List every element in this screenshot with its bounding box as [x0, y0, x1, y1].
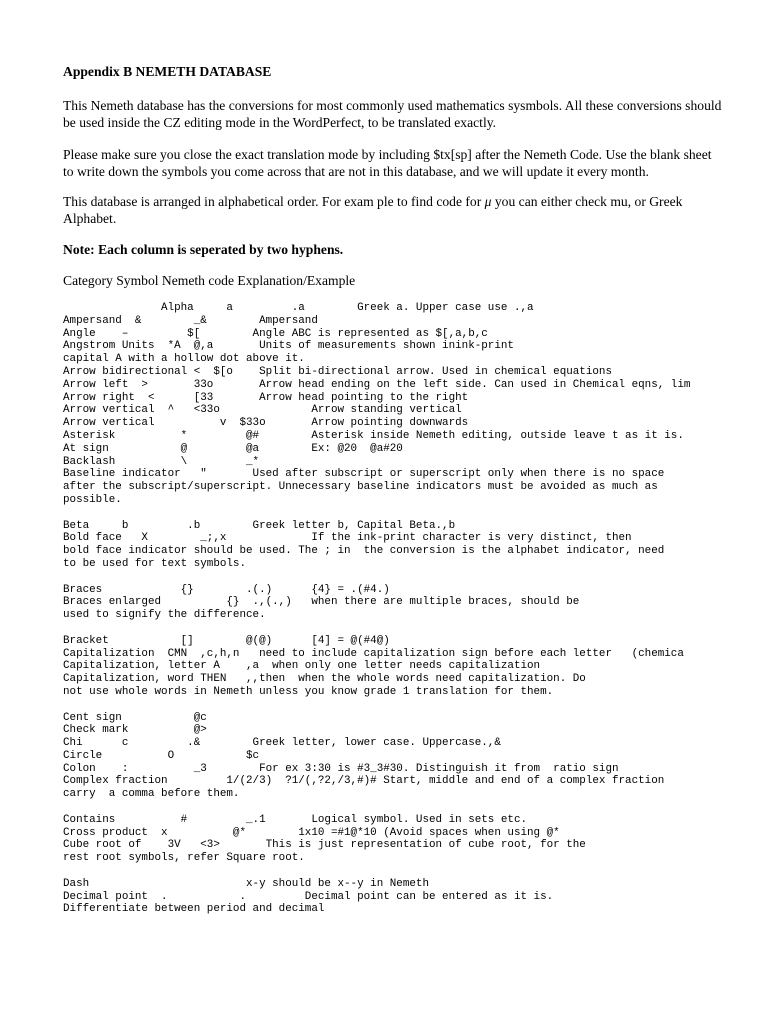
table-line: Backlash \ _* — [63, 455, 260, 468]
nemeth-table — [63, 302, 768, 916]
table-line: Colon : _3 For ex 3:30 is #3_3#30. Distinguish it from ratio sign — [63, 762, 619, 775]
table-line: not use whole words in Nemeth unless you know grade 1 translation for them. — [63, 685, 554, 698]
category-header: Category Symbol Nemeth code Explanation/Example — [63, 273, 356, 288]
table-line — [63, 865, 768, 878]
table-line: bold face indicator should be used. The ; in the conversion is the alphabet indicator, need — [63, 545, 665, 558]
ordering-text-start: This database is arranged in alphabetical order. For exam ple to find code for — [63, 194, 485, 209]
table-line: used to signify the difference. — [63, 609, 266, 622]
table-line: At sign @ @a Ex: @20 @a#20 — [63, 442, 403, 455]
instructions-paragraph: Please make sure you close the exact translation mode by including $tx[sp] after the Nemeth Code. Use the blank sheet to write down the symbols you come across that are not in this database, and we will update it every month. — [63, 147, 712, 179]
table-line — [63, 699, 768, 712]
ordering-text-end: you can either check mu, or Greek Alphabet. — [63, 194, 683, 226]
table-line: Beta b .b Greek letter b, Capital Beta.,b — [63, 519, 456, 532]
table-line: Cent sign @c — [63, 711, 207, 724]
table-line — [63, 571, 768, 584]
table-line: Bracket [] @(@) [4] = @(#4@) — [63, 634, 390, 647]
table-line: Contains # _.1 Logical symbol. Used in sets etc. — [63, 813, 528, 826]
table-line: rest root symbols, refer Square root. — [63, 852, 305, 865]
table-line: Chi c .& Greek letter, lower case. Uppercase.,& — [63, 737, 501, 750]
table-line — [63, 622, 768, 635]
table-line: Bold face X _;,x If the ink-print character is very distinct, then — [63, 532, 632, 545]
table-line: Asterisk * @# Asterisk inside Nemeth editing, outside leave t as it is. — [63, 429, 684, 442]
table-line: Arrow vertical ^ <33o Arrow standing vertical — [63, 404, 462, 417]
table-line — [63, 801, 768, 814]
table-line: Check mark @> — [63, 724, 207, 737]
table-line: Alpha a .a Greek a. Upper case use .,a — [63, 302, 534, 314]
table-line: Capitalization, letter A ,a when only one letter needs capitalization — [63, 660, 541, 673]
table-line: Arrow vertical v $33o Arrow pointing downwards — [63, 417, 469, 430]
note-paragraph: Note: Each column is seperated by two hyphens. — [63, 242, 344, 257]
table-line: to be used for text symbols. — [63, 557, 246, 570]
table-line: Angle – $[ Angle ABC is represented as $[,a,b,c — [63, 327, 488, 340]
page-title: Appendix B NEMETH DATABASE — [63, 64, 272, 79]
table-line: Angstrom Units *A @,a Units of measurements shown inink-print — [63, 340, 514, 353]
ordering-paragraph — [63, 193, 723, 227]
table-line: Cube root of 3V <3> This is just representation of cube root, for the — [63, 839, 586, 852]
table-line: Circle O $c — [63, 749, 260, 762]
table-line: Braces enlarged {} .,(.,) when there are multiple braces, should be — [63, 596, 580, 609]
table-line: possible. — [63, 493, 122, 506]
table-line: Arrow right < [33 Arrow head pointing to the right — [63, 391, 469, 404]
table-line: Capitalization, word THEN ,,then when the whole words need capitalization. Do — [63, 673, 586, 686]
table-line: Ampersand & _& Ampersand — [63, 314, 318, 327]
table-line: Braces {} .(.) {4} = .(#4.) — [63, 583, 390, 596]
table-line: Arrow left > 33o Arrow head ending on the left side. Can used in Chemical eqns, lim — [63, 378, 691, 391]
table-line: Dash x-y should be x--y in Nemeth — [63, 877, 429, 890]
table-line: Cross product x @* 1x10 =#1@*10 (Avoid spaces when using @* — [63, 826, 560, 839]
table-line: capital A with a hollow dot above it. — [63, 353, 305, 366]
mu-symbol: μ — [484, 194, 492, 209]
table-line: Baseline indicator " Used after subscript or superscript only when there is no space — [63, 468, 665, 481]
intro-paragraph: This Nemeth database has the conversions for most commonly used mathematics sysmbols. All these conversions should be used inside the CZ editing mode in the WordPerfect, to be translated exactly. — [63, 98, 722, 130]
table-line: Decimal point . . Decimal point can be entered as it is. — [63, 890, 554, 903]
table-line: Capitalization CMN ,c,h,n need to include capitalization sign before each letter (chemica — [63, 647, 684, 660]
table-line: Complex fraction 1/(2/3) ?1/(,?2,/3,#)# Start, middle and end of a complex fraction — [63, 775, 665, 788]
table-line — [63, 507, 768, 520]
table-line: after the subscript/superscript. Unnecessary baseline indicators must be avoided as much as — [63, 481, 658, 494]
table-line: carry a comma before them. — [63, 788, 240, 801]
table-line: Arrow bidirectional < $[o Split bi-directional arrow. Used in chemical equations — [63, 365, 612, 378]
table-line: Differentiate between period and decimal — [63, 903, 325, 916]
